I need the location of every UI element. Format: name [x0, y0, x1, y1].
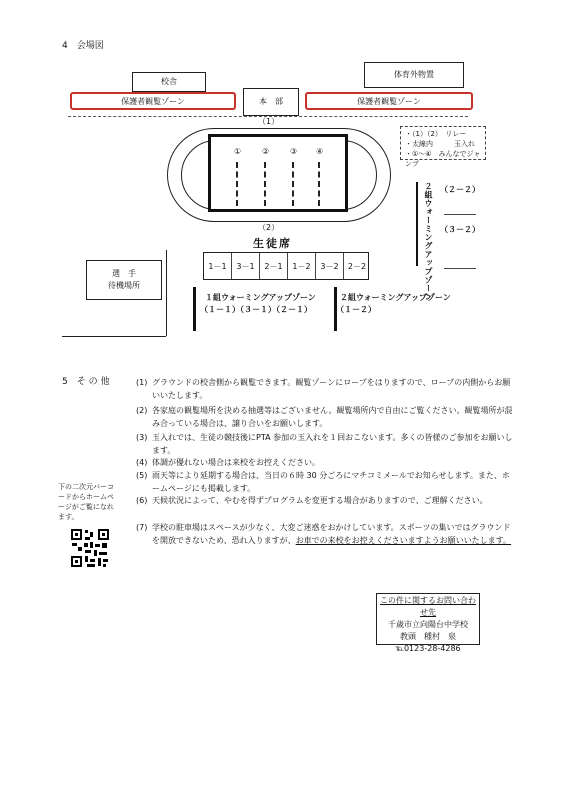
lane-3-line — [292, 162, 294, 206]
qr-caption: 下の二次元バーコードからホームページがご覧になれます。 — [58, 483, 114, 521]
ground-boundary-bottom — [62, 336, 166, 337]
warmup-zone-2-label: ２組ウォーミングアップゾーン — [340, 293, 451, 302]
note-1-number: (1) — [136, 378, 148, 387]
note-1-text: グラウンドの校舎側から観覧できます。観覧ゾーンにロープをはりますので、ロープの内側からお願いいたします。 — [152, 378, 511, 400]
contact-school: 千歳市立向陽台中学校 — [388, 620, 468, 629]
contact-box — [376, 593, 480, 653]
note-5-text: 雨天等により延期する場合は、当日の６時 30 分ごろにマチコミメールでお知らせします。また、ホームページにも掲載します。 — [152, 471, 510, 493]
warmup-vertical-class-3-2: （３－２） — [440, 225, 480, 234]
relay-marker-1: （1） — [258, 117, 280, 126]
note-2-text: 各家庭の観覧場所を決める抽選等はございません。観覧場所内で自由にご覧ください。観覧場所が混み合っている場合は、譲り合いをお願いします。 — [152, 406, 513, 428]
legend-line-1: ・（1）（2） リレー — [405, 130, 467, 138]
seat-3-2: 3－2 — [316, 253, 344, 279]
note-7-text — [152, 521, 514, 547]
lane-1-line — [236, 162, 238, 206]
lane-4-line — [318, 162, 320, 206]
lane-1-label: ① — [234, 147, 242, 156]
warmup-zone-1-classes: （１－１）（３－１）（２－１） — [200, 305, 312, 314]
guardian-zone-right-label: 保護者観覧ゾーン — [357, 96, 421, 106]
legend-box — [400, 126, 486, 168]
guardian-zone-left-label: 保護者観覧ゾーン — [121, 96, 185, 106]
note-3-number: (3) — [136, 433, 148, 442]
waiting-area-line-1: 選 手 — [112, 269, 136, 278]
school-building — [132, 72, 206, 92]
note-7-number: (7) — [136, 523, 148, 532]
guardian-zone-right — [305, 92, 473, 110]
warmup-vertical-label: ２組ウォーミングアップゾーン — [424, 182, 433, 301]
legend-line-2: ・太線内 玉入れ — [405, 140, 475, 148]
note-7-text-b: お車での来校をお控えくださいますようお願いいたします。 — [295, 536, 512, 545]
note-6-text: 天候状況によって、やむを得ずプログラムを変更する場合がありますので、ご理解ください。 — [152, 496, 488, 505]
warmup-zone-1-border — [193, 287, 196, 331]
class-seating-row — [203, 252, 369, 280]
school-building-label: 校舎 — [161, 77, 177, 86]
contact-phone: ℡0123-28-4286 — [395, 644, 461, 653]
warmup-vertical-divider-1 — [444, 214, 476, 215]
note-4-text: 体調が優れない場合は来校をお控えください。 — [152, 458, 320, 467]
outdoor-storage-label: 体育外物置 — [394, 70, 434, 79]
warmup-vertical-border — [416, 182, 418, 266]
note-5-number: (5) — [136, 471, 148, 480]
student-seating-title: 生徒席 — [253, 237, 292, 250]
outdoor-storage — [364, 62, 464, 88]
relay-marker-2: （2） — [258, 223, 280, 232]
seat-2-1: 2－1 — [260, 253, 288, 279]
warmup-vertical-class-2-2: （２－２） — [440, 185, 480, 194]
note-2-number: (2) — [136, 406, 148, 415]
ground-boundary-left — [166, 250, 167, 336]
tamaire-area — [208, 134, 348, 212]
waiting-area-line-2: 待機場所 — [108, 281, 140, 290]
headquarters-label: 本 部 — [259, 97, 283, 106]
lane-4-label: ④ — [316, 147, 324, 156]
note-6-number: (6) — [136, 496, 148, 505]
qr-code-icon[interactable] — [70, 528, 110, 568]
athlete-waiting-area — [86, 260, 162, 300]
lane-2-label: ② — [262, 147, 270, 156]
seat-1-1: 1－1 — [204, 253, 232, 279]
lane-2-line — [264, 162, 266, 206]
warmup-zone-2-classes: （１－２） — [336, 305, 376, 314]
lane-3-label: ③ — [290, 147, 298, 156]
seat-3-1: 3－1 — [232, 253, 260, 279]
section5-heading: 5 そ の 他 — [62, 377, 110, 387]
contact-heading: この件に関するお問い合わせ先 — [380, 596, 476, 617]
headquarters — [243, 88, 299, 116]
warmup-zone-1-label: １組ウォーミングアップゾーン — [205, 293, 316, 302]
contact-person: 教頭 種村 泉 — [400, 632, 456, 641]
warmup-vertical-divider-2 — [444, 268, 476, 269]
note-7-text-a: 学校の駐車場はスペースが少なく、大変ご迷惑をおかけしています。スポーツの集いではグラウンドを開放できないため、恐れ入りますが、 — [152, 523, 511, 545]
note-3-text: 玉入れでは、生徒の競技後にPTA 参加の玉入れを１回おこないます。多くの皆様のご参加をお願いします。 — [152, 433, 513, 455]
guardian-zone-left — [70, 92, 236, 110]
section4-heading: 4 会場図 — [62, 41, 104, 51]
note-4-number: (4) — [136, 458, 148, 467]
seat-1-2: 1－2 — [288, 253, 316, 279]
seat-2-2: 2－2 — [347, 261, 367, 271]
legend-line-3: ・①～④ みんなでジャンプ — [405, 150, 481, 168]
